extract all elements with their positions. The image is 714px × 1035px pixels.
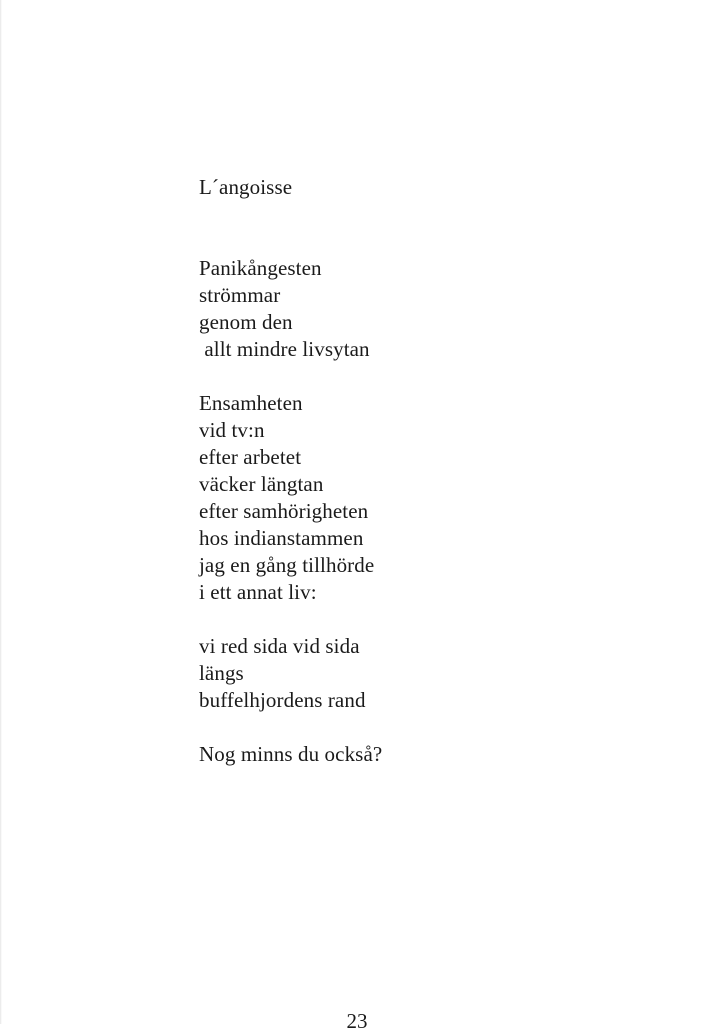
poem-line: hos indianstammen [199,526,364,550]
poem-line: buffelhjordens rand [199,688,366,712]
poem-line: Ensamheten [199,391,303,415]
poem-line: genom den [199,310,293,334]
poem-line: vid tv:n [199,418,265,442]
poem-line: väcker längtan [199,472,324,496]
stanza-1 [199,255,619,363]
poem-line: efter arbetet [199,445,302,469]
poem [199,174,619,795]
poem-line: vi red sida vid sida [199,634,360,658]
poem-line: Nog minns du också? [199,742,383,766]
poem-line: i ett annat liv: [199,580,317,604]
poem-line: längs [199,661,244,685]
poem-line: jag en gång tillhörde [199,553,375,577]
page-number: 23 [346,1009,368,1033]
stanza-3 [199,633,619,714]
page-edge-shadow [0,0,2,1024]
poem-title: L´angoisse [199,175,293,199]
stanza-4 [199,741,619,768]
poem-line: Panikångesten [199,256,322,280]
stanza-2 [199,390,619,606]
poem-line: efter samhörigheten [199,499,369,523]
poem-line: allt mindre livsytan [199,337,370,361]
poem-line: strömmar [199,283,281,307]
